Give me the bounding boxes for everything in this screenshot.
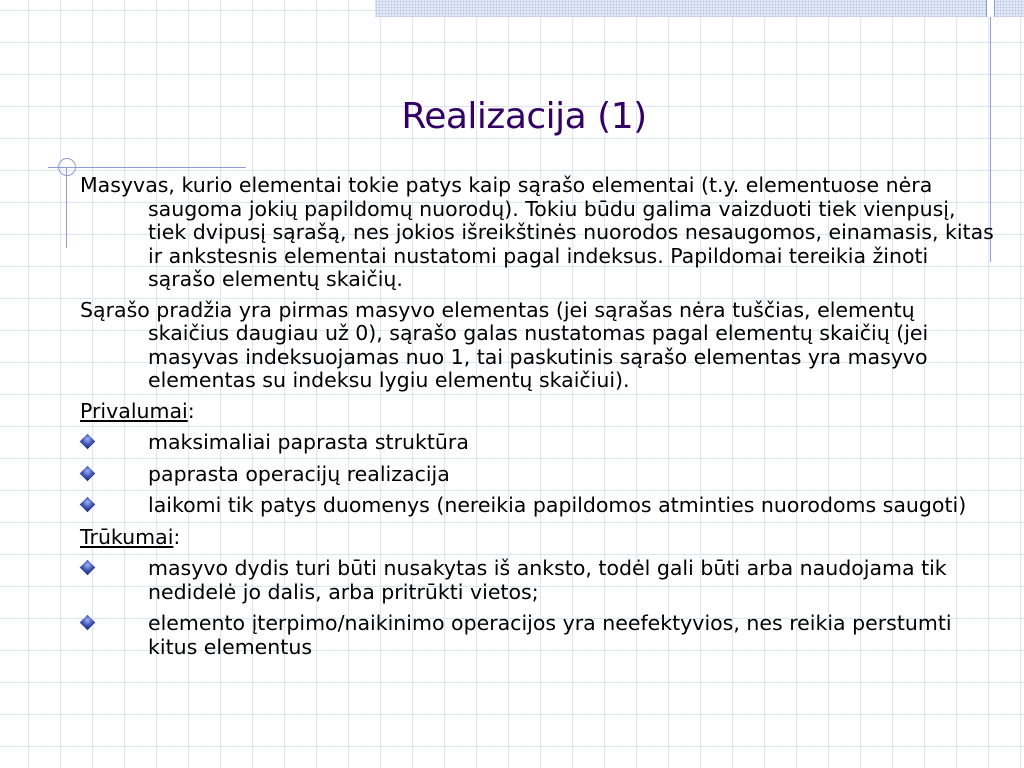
disadvantage-item xyxy=(80,612,1000,659)
slide-body xyxy=(80,174,1000,667)
diamond-bullet-icon xyxy=(80,465,96,481)
advantage-item-text: paprasta operacijų realizacija xyxy=(148,461,450,486)
paragraph-list-start-end: Sąrašo pradžia yra pirmas masyvo elementas (jei sąrašas nėra tuščias, elementų skaičius daugiau už 0), sąrašo galas nustatomas pagal elementų skaičių (jei masyvas indeksuojamas nuo 1, tai paskutinis sąrašo elementas yra masyvo elementas su indeksu lygiu elementų skaičiui). xyxy=(80,297,929,392)
disadvantage-item-text: masyvo dydis turi būti nusakytas iš anksto, todėl gali būti arba naudojama tik nedidelė jo dalis, arba pritrūkti vietos; xyxy=(148,556,947,604)
advantage-item xyxy=(80,494,1000,518)
diamond-bullet-icon xyxy=(80,434,96,450)
advantage-item xyxy=(80,431,1000,455)
advantages-heading: Privalumai: xyxy=(80,398,195,423)
disadvantage-item-text: elemento įterpimo/naikinimo operacijos yra neefektyvios, nes reikia perstumti kitus elementus xyxy=(148,611,952,659)
diamond-bullet-icon xyxy=(80,615,96,631)
decorative-top-band xyxy=(375,0,1024,17)
advantages-label: Privalumai xyxy=(80,398,188,423)
disadvantage-item xyxy=(80,557,1000,604)
decorative-horizontal-line xyxy=(48,167,246,168)
decorative-left-line xyxy=(66,168,67,248)
advantage-item-text: maksimaliai paprasta struktūra xyxy=(148,430,469,454)
diamond-bullet-icon xyxy=(80,497,96,513)
decorative-circle-mark xyxy=(58,158,76,176)
paragraph-array-description: Masyvas, kurio elementai tokie patys kaip sąrašo elementai (t.y. elementuose nėra saugoma jokių papildomų nuorodų). Tokiu būdu galima vaizduoti tiek vienpusį, tiek dvipusį sąrašą, nes jokios išreikštinės nuorodos nesaugomos, einamasis, kitas ir ankstesnis elementai nustatomi pagal indeksus. Papildomai tereikia žinoti sąrašo elementų skaičių. xyxy=(80,173,994,291)
advantage-item-text: laikomi tik patys duomenys (nereikia papildomos atminties nuorodoms saugoti) xyxy=(148,493,967,517)
disadvantages-heading: Trūkumai: xyxy=(80,524,181,549)
decorative-vertical-line-cap xyxy=(986,0,995,17)
diamond-bullet-icon xyxy=(80,560,96,576)
slide-title: Realizacija (1) xyxy=(401,96,647,137)
advantage-item xyxy=(80,463,1000,487)
disadvantages-label: Trūkumai xyxy=(80,524,174,549)
